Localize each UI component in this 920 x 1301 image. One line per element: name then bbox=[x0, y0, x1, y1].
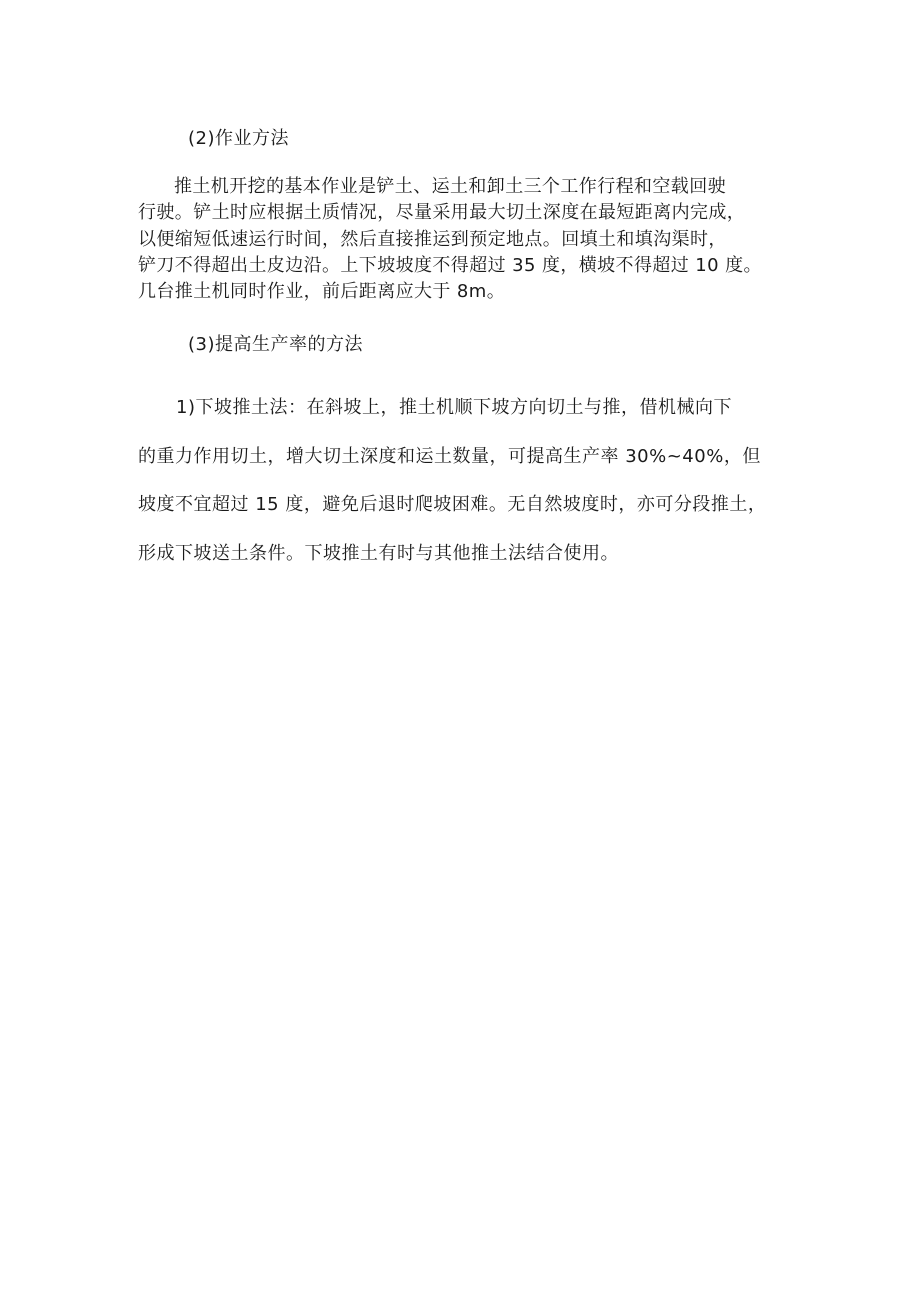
paragraph-line: 的重力作用切土，增大切土深度和运土数量，可提高生产率 30%~40%，但 bbox=[138, 445, 761, 467]
paragraph-line: 推土机开挖的基本作业是铲土、运土和卸土三个工作行程和空载回驶 bbox=[174, 176, 726, 197]
section-heading-productivity: (3)提高生产率的方法 bbox=[188, 334, 363, 355]
paragraph-line: 1)下坡推土法：在斜坡上，推土机顺下坡方向切土与推，借机械向下 bbox=[176, 397, 732, 418]
paragraph-line: 坡度不宜超过 15 度，避免后退时爬坡困难。无自然坡度时，亦可分段推土， bbox=[138, 494, 767, 516]
paragraph-line: 铲刀不得超出土皮边沿。上下坡坡度不得超过 35 度，横坡不得超过 10 度。 bbox=[138, 254, 762, 276]
paragraph-work-method bbox=[138, 174, 788, 305]
paragraph-downhill-method bbox=[138, 396, 788, 591]
paragraph-line: 行驶。铲土时应根据土质情况，尽量采用最大切土深度在最短距离内完成， bbox=[138, 202, 746, 224]
section-heading-work-method: (2)作业方法 bbox=[188, 128, 289, 149]
paragraph-line: 形成下坡送土条件。下坡推土有时与其他推土法结合使用。 bbox=[138, 543, 619, 565]
paragraph-line: 以便缩短低速运行时间，然后直接推运到预定地点。回填土和填沟渠时， bbox=[138, 228, 727, 250]
paragraph-line: 几台推土机同时作业，前后距离应大于 8m。 bbox=[138, 281, 506, 303]
